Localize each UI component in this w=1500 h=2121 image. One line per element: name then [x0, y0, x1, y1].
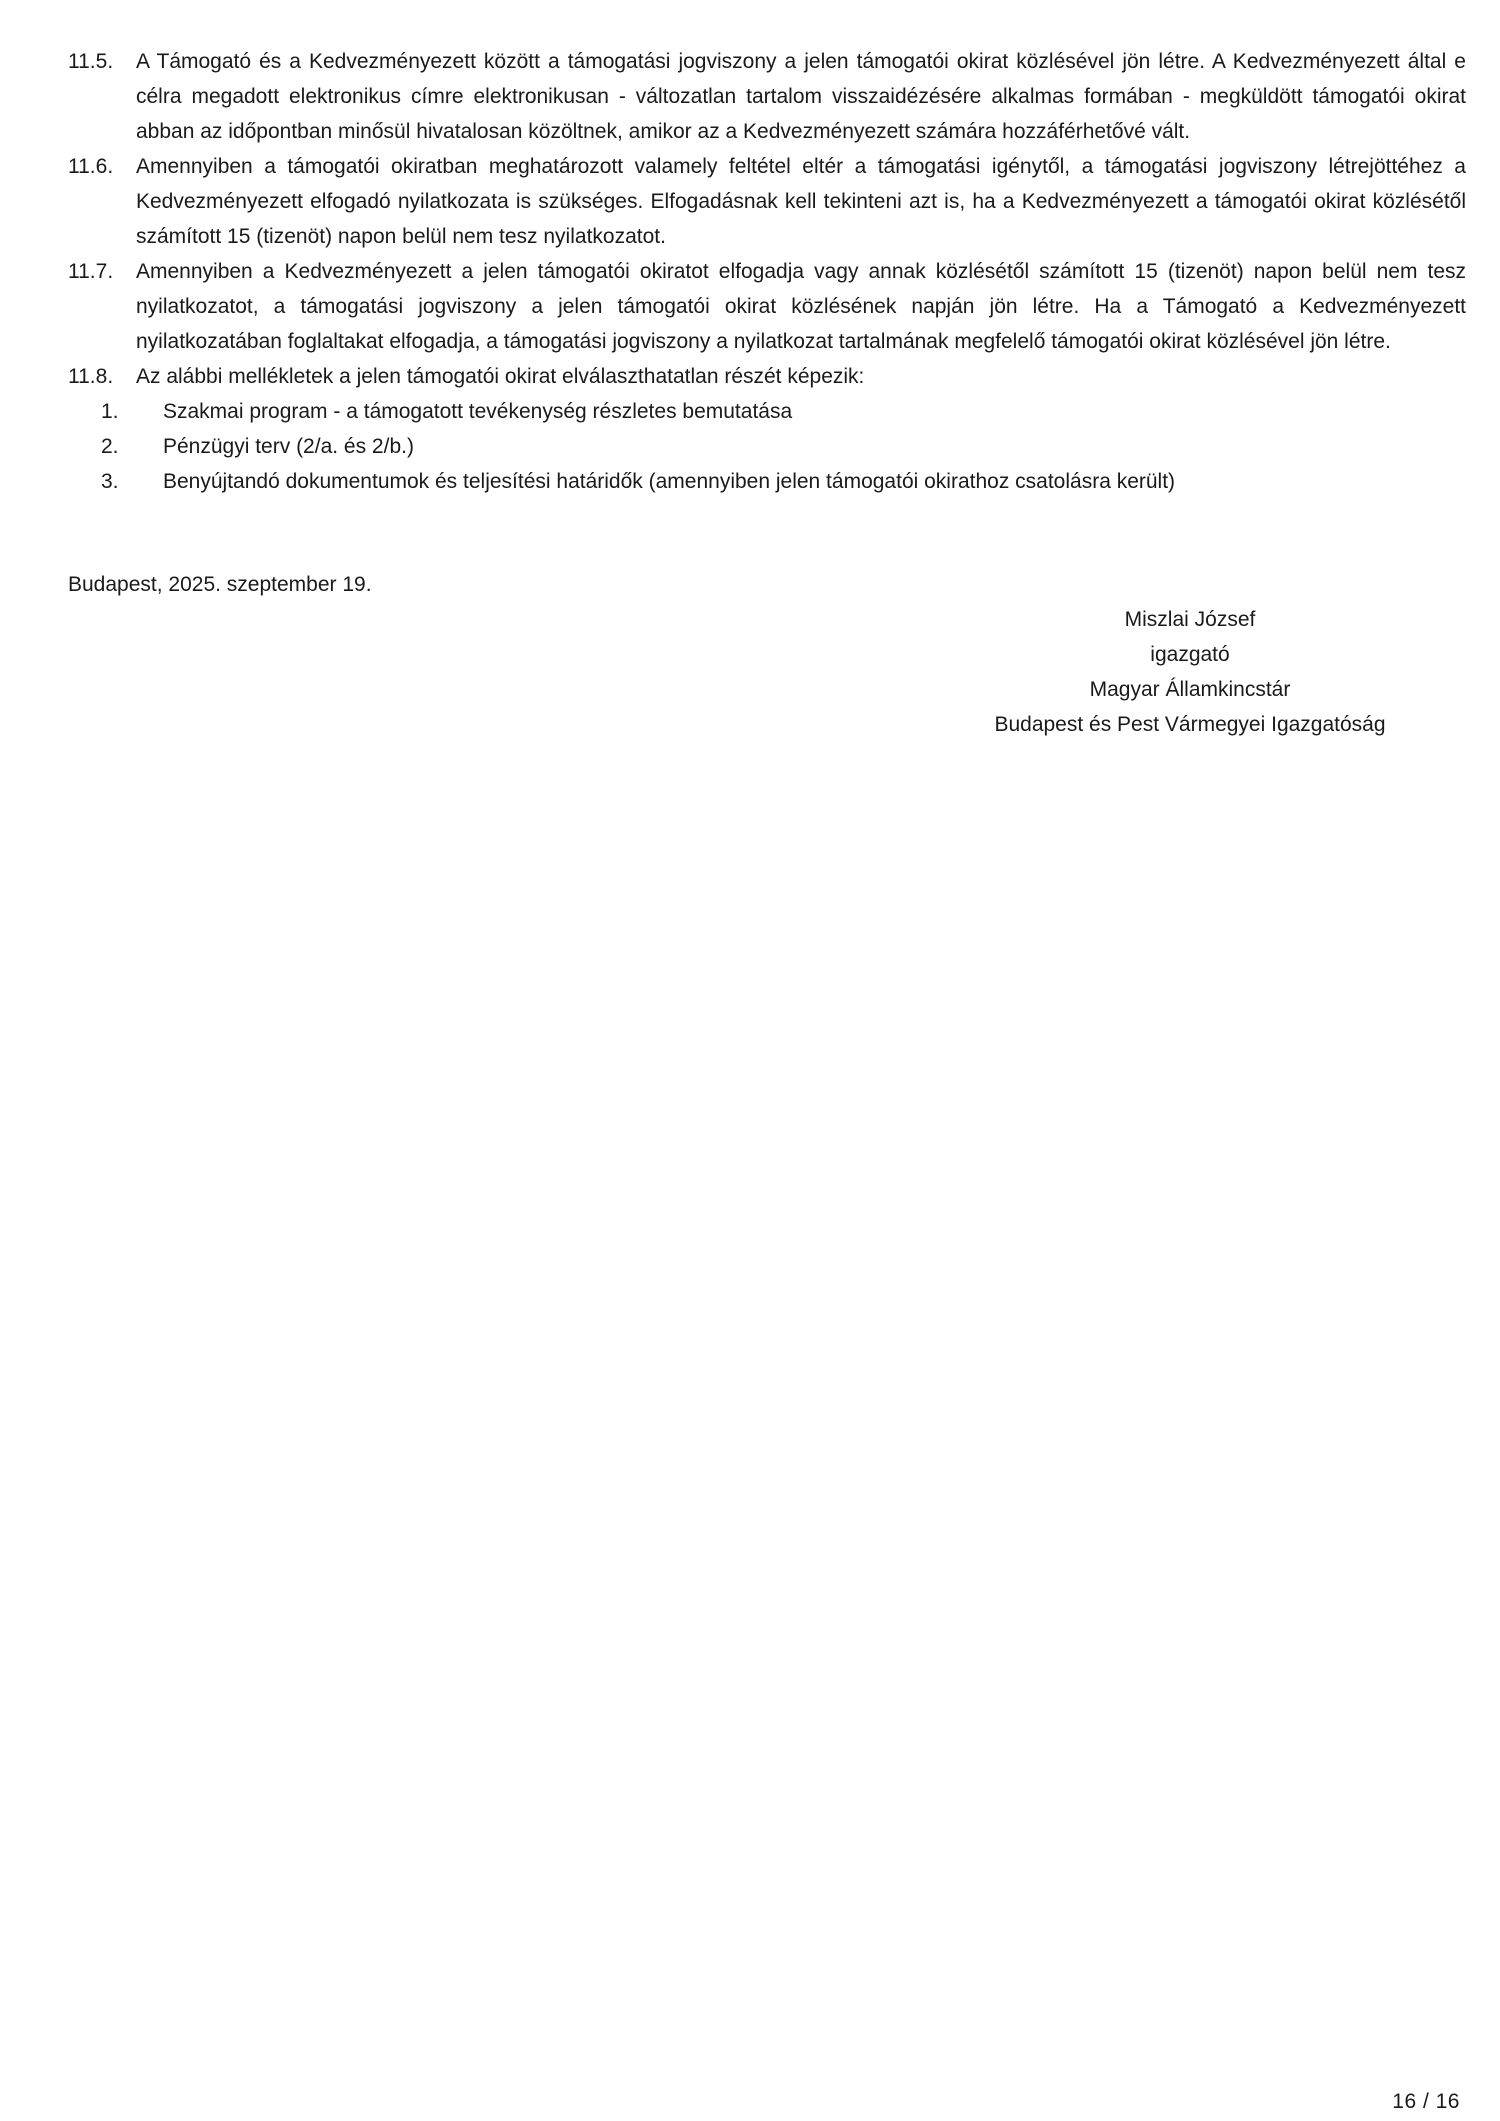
- clause-text: Az alábbi mellékletek a jelen támogatói okirat elválaszthatatlan részét képezik:: [136, 365, 865, 388]
- clause-number: 11.8.: [68, 365, 114, 388]
- document-body: [68, 44, 1466, 499]
- signatory-unit: Budapest és Pest Vármegyei Igazgatóság: [994, 713, 1386, 736]
- signatory-organization: Magyar Államkincstár: [1089, 678, 1291, 701]
- annex-number: 3.: [101, 470, 119, 493]
- clause-number: 11.7.: [68, 260, 114, 283]
- annex-item: [68, 429, 1466, 464]
- annex-text: Benyújtandó dokumentumok és teljesítési határidők (amennyiben jelen támogatói okirathoz csatolásra került): [163, 470, 1176, 493]
- clause-number: 11.6.: [68, 155, 114, 178]
- page-number: 16 / 16: [1392, 2090, 1460, 2113]
- annex-text: Pénzügyi terv (2/a. és 2/b.): [163, 435, 414, 458]
- clause-number: 11.5.: [68, 50, 114, 73]
- signatory-title: igazgató: [1150, 643, 1230, 666]
- clause-11-8: [68, 359, 1466, 394]
- signature-block: [960, 602, 1420, 742]
- signatory-name: Miszlai József: [1124, 608, 1256, 631]
- clause-11-5: [68, 44, 1466, 149]
- annex-list: [68, 394, 1466, 499]
- annex-number: 2.: [101, 435, 119, 458]
- clause-11-7: [68, 254, 1466, 359]
- clause-11-6: [68, 149, 1466, 254]
- clause-text: A Támogató és a Kedvezményezett között a támogatási jogviszony a jelen támogatói okirat közlésével jön létre. A Kedvezményezett által e célra megadott elektronikus címre elektronikusan - változatlan tartalom visszaidézésére alkalmas formában - megküldött támogatói okirat abban az időpontban minősül hivatalosan közöltnek, amikor az a Kedvezményezett számára hozzáférhetővé vált.: [136, 50, 1466, 143]
- clause-text: Amennyiben a támogatói okiratban meghatározott valamely feltétel eltér a támogatási igénytől, a támogatási jogviszony létrejöttéhez a Kedvezményezett elfogadó nyilatkozata is szükséges. Elfogadásnak kell tekinteni azt is, ha a Kedvezményezett a támogatói okirat közlésétől számított 15 (tizenöt) napon belül nem tesz nyilatkozatot.: [136, 155, 1466, 248]
- annex-number: 1.: [101, 400, 119, 423]
- clause-text: Amennyiben a Kedvezményezett a jelen támogatói okiratot elfogadja vagy annak közlésétől számított 15 (tizenöt) napon belül nem tesz nyilatkozatot, a támogatási jogviszony a jelen támogatói okirat közlésének napján jön létre. Ha a Támogató a Kedvezményezett nyilatkozatában foglaltakat elfogadja, a támogatási jogviszony a nyilatkozat tartalmának megfelelő támogatói okirat közlésével jön létre.: [136, 260, 1466, 353]
- annex-item: [68, 464, 1466, 499]
- annex-text: Szakmai program - a támogatott tevékenység részletes bemutatása: [163, 400, 793, 423]
- place-and-date: Budapest, 2025. szeptember 19.: [68, 573, 372, 596]
- annex-item: [68, 394, 1466, 429]
